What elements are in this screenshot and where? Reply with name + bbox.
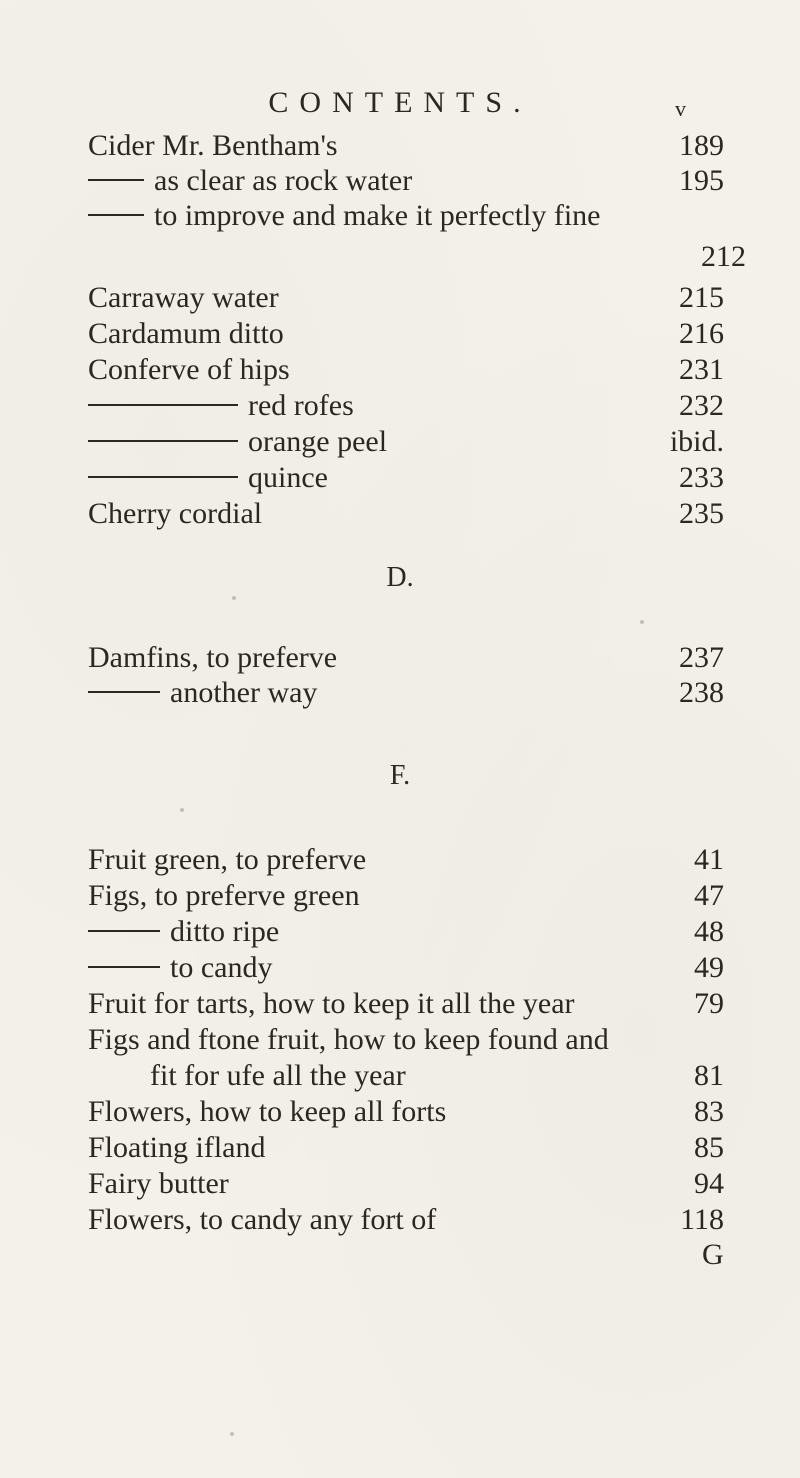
entry-page: 118: [680, 1203, 724, 1236]
section-heading-f: F.: [389, 760, 411, 791]
entry-fruit-green: [88, 842, 768, 878]
entry-page: 235: [679, 497, 724, 530]
entry-carraway: [88, 280, 768, 316]
section-heading-d: D.: [386, 562, 414, 593]
entry-figs-stone-fruit: [88, 1022, 768, 1058]
entry-text: Cardamum ditto: [88, 317, 284, 350]
entry-text: Fruit for tarts, how to keep it all the year: [88, 987, 575, 1020]
entry-red-roses: [88, 388, 768, 424]
entry-page: 94: [694, 1167, 724, 1200]
entry-text: Floating ifland: [88, 1131, 266, 1164]
ditto-dash: [88, 404, 238, 406]
entry-page: 83: [694, 1095, 724, 1128]
entry-page: 81: [694, 1059, 724, 1092]
entry-figs-stone-fruit-cont: [150, 1058, 768, 1094]
ditto-dash: [88, 440, 238, 442]
entry-text: as clear as rock water: [154, 164, 413, 197]
entry-page: 47: [694, 879, 724, 912]
entry-text: red rofes: [248, 389, 354, 422]
entry-cardamum: [88, 316, 768, 352]
entry-text: Flowers, to candy any fort of: [88, 1203, 437, 1236]
entry-text: Damfins, to preferve: [88, 641, 338, 674]
entry-page: 216: [679, 317, 724, 350]
entry-quince: [88, 460, 768, 496]
entry-text: quince: [248, 461, 328, 494]
entry-page: 41: [694, 843, 724, 876]
entry-text: ditto ripe: [170, 915, 280, 948]
entry-page: 195: [679, 164, 724, 197]
entry-cider-clear: [88, 163, 768, 199]
paper-speck: [232, 596, 236, 600]
entry-fairy-butter: [88, 1166, 768, 1202]
entry-text: Fairy butter: [88, 1167, 229, 1200]
ditto-dash: [88, 214, 144, 216]
entry-text: Cherry cordial: [88, 497, 263, 530]
entry-page: 232: [679, 389, 724, 422]
ditto-dash: [88, 476, 238, 478]
catchword: G: [702, 1238, 724, 1271]
entry-text: Conferve of hips: [88, 353, 290, 386]
entry-page: 233: [679, 461, 724, 494]
entry-text: Figs and ftone fruit, how to keep found and: [88, 1023, 609, 1056]
entry-text: fit for ufe all the year: [150, 1059, 406, 1092]
entry-text: to improve and make it perfectly fine: [154, 199, 601, 232]
entry-page: 231: [679, 353, 724, 386]
entry-text: Cider Mr. Bentham's: [88, 129, 338, 162]
entry-floating-island: [88, 1130, 768, 1166]
paper-speck: [230, 1432, 234, 1436]
running-head: CONTENTS.: [268, 86, 532, 119]
entry-page: 49: [694, 951, 724, 984]
entry-conferve-hips: [88, 352, 768, 388]
entry-cider: [88, 128, 768, 164]
signature-mark: v: [675, 96, 686, 121]
entry-orange-peel: [88, 424, 768, 460]
entry-page: 189: [679, 129, 724, 162]
entry-cider-improve: [88, 198, 768, 234]
paper-speck: [180, 808, 184, 812]
entry-page: ibid.: [669, 425, 724, 458]
entry-damfins-another: [88, 675, 768, 711]
entry-page: 48: [694, 915, 724, 948]
entry-flowers-candy: [88, 1202, 768, 1238]
entry-figs-ripe: [88, 914, 768, 950]
entry-text: another way: [170, 676, 318, 709]
ditto-dash: [88, 930, 160, 932]
entry-fruit-tarts: [88, 986, 768, 1022]
entry-flowers-keep: [88, 1094, 768, 1130]
entry-page: 79: [694, 987, 724, 1020]
entry-text: Carraway water: [88, 281, 279, 314]
entry-page-continued: 212: [701, 240, 746, 273]
entry-page: 237: [679, 641, 724, 674]
ditto-dash: [88, 691, 160, 693]
entry-cherry-cordial: [88, 496, 768, 532]
entry-figs-candy: [88, 950, 768, 986]
entry-figs-green: [88, 878, 768, 914]
entry-damfins: [88, 640, 768, 676]
paper-speck: [640, 620, 644, 624]
entry-text: to candy: [170, 951, 273, 984]
ditto-dash: [88, 179, 144, 181]
entry-text: Fruit green, to preferve: [88, 843, 367, 876]
entry-page: 215: [679, 281, 724, 314]
entry-page: 238: [679, 676, 724, 709]
ditto-dash: [88, 966, 160, 968]
entry-text: Flowers, how to keep all forts: [88, 1095, 447, 1128]
entry-text: orange peel: [248, 425, 388, 458]
entry-page: 85: [694, 1131, 724, 1164]
entry-text: Figs, to preferve green: [88, 879, 360, 912]
